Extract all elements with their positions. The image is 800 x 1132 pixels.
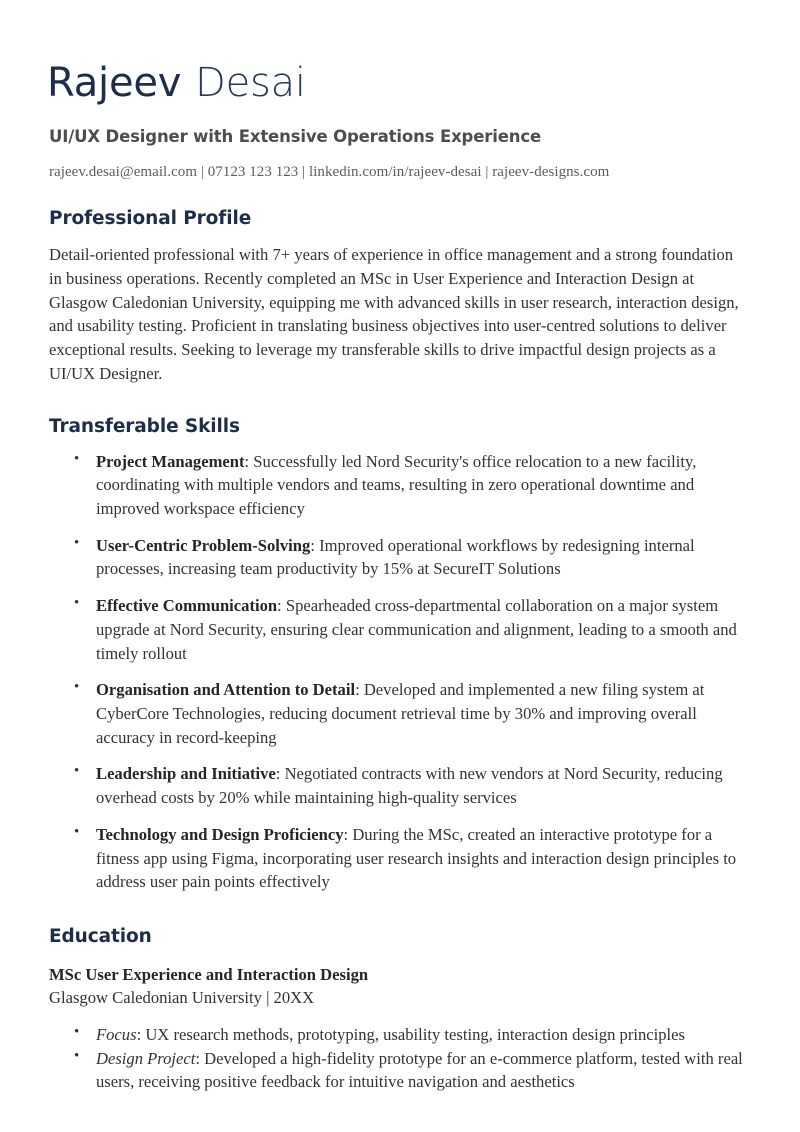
skill-item-text: Spearheaded cross-departmental collaboration on a major system upgrade at Nord Security, ensuring clear communication and alignment, leading to a smooth and timely rollout (96, 596, 737, 663)
section-education (49, 926, 750, 1094)
education-degree: MSc User Experience and Interaction Design (49, 965, 369, 984)
skill-item (49, 534, 750, 581)
education-detail-item-text: UX research methods, prototyping, usability testing, interaction design principles (145, 1024, 685, 1044)
skill-item (49, 450, 750, 521)
section-professional-profile (49, 208, 750, 385)
skill-item (49, 823, 750, 894)
education-detail-item-text: Developed a high-fidelity prototype for an e-commerce platform, tested with real users, receiving positive feedback for intuitive navigation and aesthetics (96, 1048, 743, 1092)
education-detail-item-lead: Focus (96, 1024, 137, 1044)
skill-item-separator: : (275, 764, 285, 784)
skill-item (49, 762, 750, 809)
skill-item (49, 678, 750, 749)
candidate-first-name: Rajeev (47, 60, 182, 106)
section-title-education: Education (49, 926, 152, 947)
education-detail-item (49, 1047, 750, 1094)
skill-item-separator: : (310, 535, 320, 555)
skill-item-lead: Project Management (96, 451, 245, 471)
section-title-transferable-skills: Transferable Skills (49, 415, 240, 437)
education-detail-item-lead: Design Project (96, 1048, 196, 1068)
candidate-last-name: Desai (194, 60, 306, 106)
skill-item-separator: : (355, 680, 364, 700)
skill-item-separator: : (277, 596, 286, 616)
skill-item-separator: : (343, 824, 353, 844)
contact-line: rajeev.desai@email.com | 07123 123 123 | linkedin.com/in/rajeev-desai | rajeev-designs.com (49, 164, 610, 181)
candidate-headline: UI/UX Designer with Extensive Operations Experience (49, 127, 542, 147)
education-school: Glasgow Caledonian University | 20XX (49, 988, 315, 1008)
skill-item (49, 594, 750, 665)
skill-item-lead: Effective Communication (96, 596, 278, 616)
skill-item-text: Developed and implemented a new filing system at CyberCore Technologies, reducing document retrieval time by 30% and improving overall accuracy in record-keeping (96, 680, 705, 747)
skill-item-text: Negotiated contracts with new vendors at Nord Security, reducing overhead costs by 20% while maintaining high-quality services (96, 764, 723, 808)
transferable-skills-list (49, 450, 750, 895)
section-transferable-skills (49, 416, 750, 895)
skill-item-lead: Technology and Design Proficiency (96, 824, 344, 844)
education-detail-item-separator: : (136, 1024, 146, 1044)
candidate-name (47, 62, 750, 105)
skill-item-text: Successfully led Nord Security's office relocation to a new facility, coordinating with multiple vendors and teams, resulting in zero operational downtime and improved workspace efficiency (96, 451, 697, 518)
skill-item-lead: Organisation and Attention to Detail (96, 680, 356, 700)
education-details-list (49, 1023, 750, 1094)
skill-item-separator: : (244, 451, 254, 471)
education-detail-item (49, 1023, 750, 1047)
professional-profile-paragraph: Detail-oriented professional with 7+ years of experience in office management and a strong foundation in business operations. Recently completed an MSc in User Experience and Interaction Design at Glasgow Caledonian University, equipping me with advanced skills in user research, interaction design, and usability testing. Proficient in translating business objectives into user-centred solutions to deliver exceptional results. Seeking to leverage my transferable skills to drive impactful design projects as a UI/UX Designer. (49, 245, 739, 383)
education-detail-item-separator: : (195, 1048, 205, 1068)
section-title-professional-profile: Professional Profile (49, 208, 252, 230)
skill-item-text: Improved operational workflows by redesigning internal processes, increasing team productivity by 15% at SecureIT Solutions (96, 535, 695, 579)
skill-item-text: During the MSc, created an interactive prototype for a fitness app using Figma, incorporating user research insights and interaction design principles to address user pain points effectively (96, 824, 737, 892)
skill-item-lead: Leadership and Initiative (96, 764, 276, 784)
skill-item-lead: User-Centric Problem-Solving (96, 535, 311, 555)
